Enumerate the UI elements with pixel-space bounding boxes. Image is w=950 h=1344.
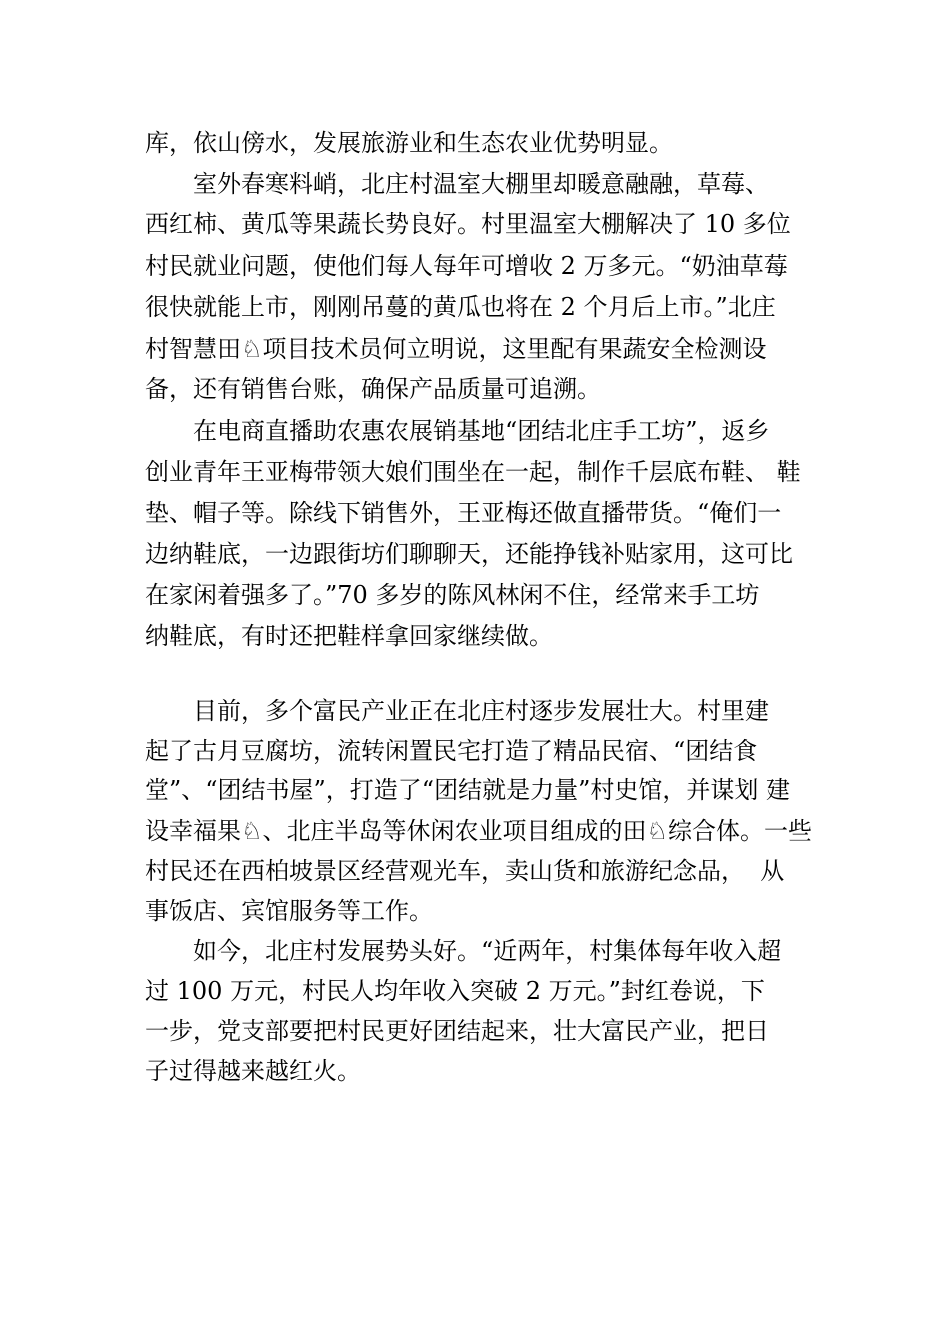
paragraph-line: 垫、帽子等。除线下销售外，王亚梅还做直播带货。“俺们一: [145, 499, 782, 527]
paragraph-line: 一步，党支部要把村民更好团结起来，壮大富民产业，把日: [145, 1017, 769, 1045]
paragraph-line: 目前，多个富民产业正在北庄村逐步发展壮大。村里建: [193, 697, 769, 725]
paragraph-line: 村智慧田♘项目技术员何立明说，这里配有果蔬安全检测设: [145, 335, 767, 363]
paragraph-line: 在电商直播助农惠农展销基地“团结北庄手工坊”，返乡: [193, 417, 770, 445]
paragraph-line: 事饭店、宾馆服务等工作。: [145, 897, 433, 925]
paragraph-line: 如今，北庄村发展势头好。“近两年，村集体每年收入超: [193, 937, 782, 965]
paragraph-line: 边纳鞋底，一边跟街坊们聊聊天，还能挣钱补贴家用，这可比: [145, 540, 793, 568]
paragraph-line: 起了古月豆腐坊，流转闲置民宅打造了精品民宿、“团结食: [145, 737, 758, 765]
paragraph-line: 库，依山傍水，发展旅游业和生态农业优势明显。: [145, 129, 673, 157]
paragraph-line: 子过得越来越红火。: [145, 1057, 361, 1085]
paragraph-line: 西红柿、黄瓜等果蔬长势良好。村里温室大棚解决了 10 多位: [145, 210, 791, 238]
paragraph-line: 村民就业问题，使他们每人每年可增收 2 万多元。“奶油草莓: [145, 252, 788, 280]
paragraph-line: 村民还在西柏坡景区经营观光车，卖山货和旅游纪念品， 从: [145, 857, 785, 885]
paragraph-line: 创业青年王亚梅带领大娘们围坐在一起，制作千层底布鞋、 鞋: [145, 458, 801, 486]
paragraph-line: 很快就能上市，刚刚吊蔓的黄瓜也将在 2 个月后上市。”北庄: [145, 293, 776, 321]
paragraph-line: 设幸福果♘、北庄半岛等休闲农业项目组成的田♘综合体。一些: [145, 817, 813, 845]
paragraph-line: 备，还有销售台账，确保产品质量可追溯。: [145, 375, 601, 403]
paragraph-line: 堂”、“团结书屋”，打造了“团结就是力量”村史馆，并谋划 建: [145, 776, 790, 804]
paragraph-line: 室外春寒料峭，北庄村温室大棚里却暖意融融，草莓、: [193, 170, 769, 198]
paragraph-line: 过 100 万元，村民人均年收入突破 2 万元。”封红卷说，下: [145, 977, 765, 1005]
paragraph-line: 在家闲着强多了。”70 多岁的陈风林闲不住，经常来手工坊: [145, 581, 760, 609]
paragraph-line: 纳鞋底，有时还把鞋样拿回家继续做。: [145, 622, 553, 650]
